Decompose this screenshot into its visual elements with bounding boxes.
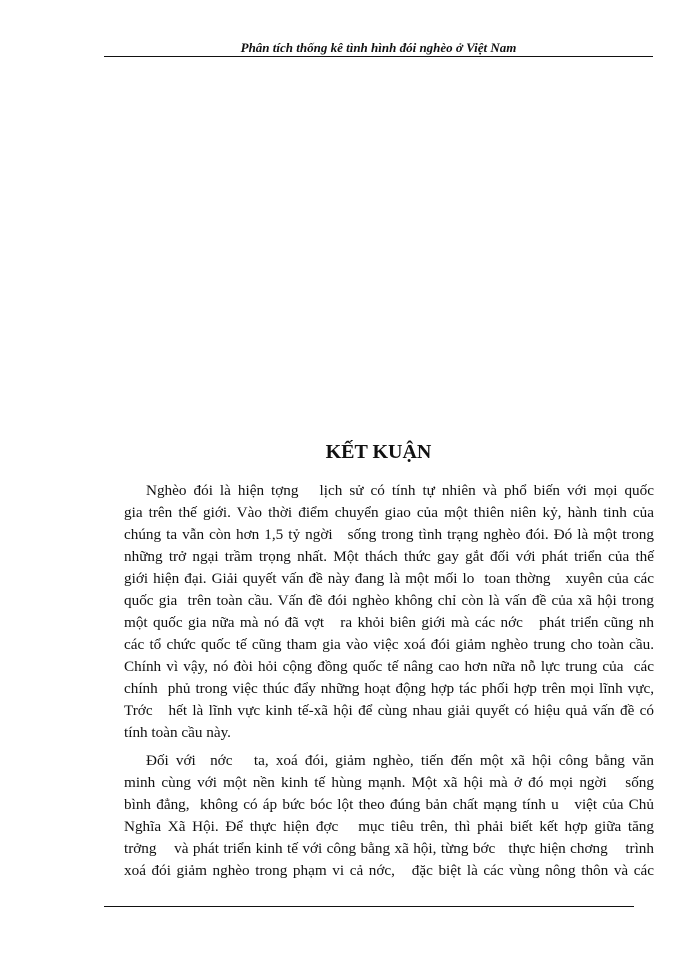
paragraph-2: [124, 750, 654, 882]
text-line: Nghèo đói là hiện tợng lịch sử có tính tự nhiên và phổ biến với mọi quốc: [146, 482, 654, 499]
text-line: chúng ta vẫn còn hơn 1,5 tỷ ngời sống trong tình trạng nghèo đói. Đó là một trong: [124, 526, 654, 543]
text-line: gia trên thế giới. Vào thời điểm chuyển giao của một thiên niên kỷ, hành tinh của: [124, 504, 654, 521]
text-line: giới hiện đại. Giải quyết vấn đề này đang là một mối lo toan thờng xuyên của các: [124, 570, 654, 587]
text-line: minh cùng với một nền kinh tế hùng mạnh. Một xã hội mà ở đó mọi ngời sống: [124, 774, 654, 791]
section-title: KẾT KUẬN: [325, 441, 432, 463]
text-line: chính phủ trong việc thúc đẩy những hoạt động hợp tác phối hợp trên mọi lĩnh vực,: [124, 680, 654, 697]
text-line: quốc gia trên toàn cầu. Vấn đề đói nghèo không chỉ còn là vấn đề của xã hội trong: [124, 592, 654, 609]
header-rule: [104, 56, 653, 57]
text-line: Trớc hết là lĩnh vực kinh tế-xã hội để cùng nhau giải quyết có hiệu quả vấn đề có: [124, 702, 654, 719]
text-line: xoá đói giảm nghèo trong phạm vi cả nớc, đặc biệt là các vùng nông thôn và các: [124, 862, 654, 879]
text-line: trởng và phát triển kinh tế với công bằng xã hội, từng bớc thực hiện chơng trình: [124, 840, 654, 857]
paragraph-1: [124, 480, 654, 744]
running-header: Phân tích thống kê tình hình đói nghèo ở Việt Nam: [240, 40, 517, 55]
text-line: Đối với nớc ta, xoá đói, giảm nghèo, tiến đến một xã hội công bằng văn: [146, 752, 654, 769]
text-line: các tổ chức quốc tế cũng tham gia vào việc xoá đói giảm nghèo trung cho toàn cầu.: [124, 636, 654, 653]
text-line: Nghĩa Xã Hội. Để thực hiện đợc mục tiêu trên, thì phải biết kết hợp giữa tăng: [124, 818, 654, 835]
text-line: một quốc gia nữa mà nó đã vợt ra khỏi biên giới mà các nớc phát triển cũng nh: [124, 614, 654, 631]
text-line: tính toàn cầu này.: [124, 724, 231, 741]
footer-rule: [104, 906, 634, 907]
text-line: Chính vì vậy, nó đòi hỏi cộng đồng quốc tế nâng cao hơn nữa nỗ lực trung của các: [124, 658, 654, 675]
text-line: bình đẳng, không có áp bức bóc lột theo đúng bản chất mạng tính u việt của Chủ: [124, 796, 654, 813]
text-line: những trở ngại trầm trọng nhất. Một thách thức gay gắt đối với phát triển của thế: [124, 548, 654, 565]
